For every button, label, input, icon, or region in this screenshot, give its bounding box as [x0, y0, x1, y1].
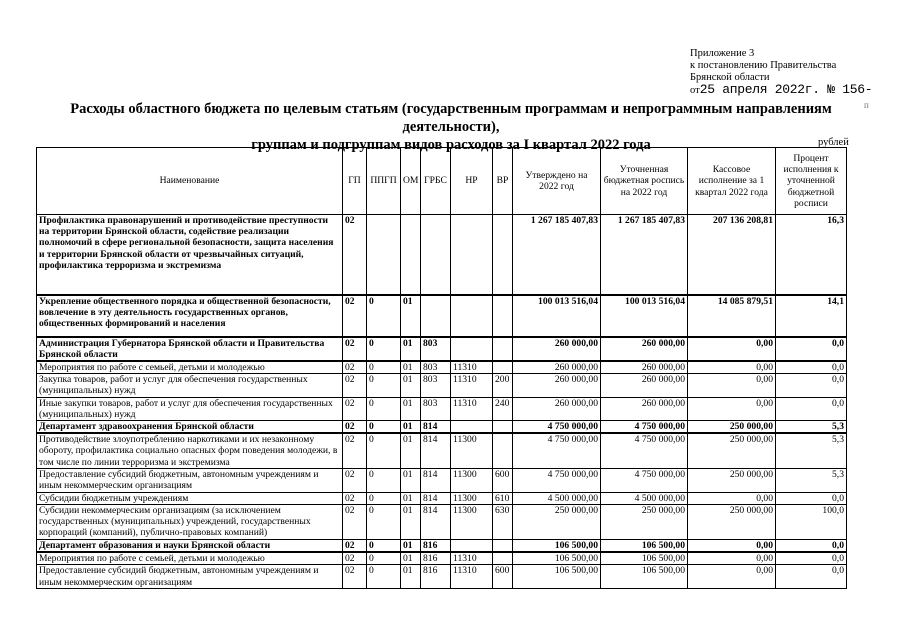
- cell-gp: 02: [343, 374, 367, 397]
- cell-approved: 4 500 000,00: [513, 492, 601, 504]
- cell-om: 01: [401, 552, 421, 565]
- cell-percent: 0,0: [776, 361, 847, 374]
- cell-grbs: 816: [421, 552, 451, 565]
- appendix-title: Приложение 3: [690, 48, 755, 59]
- cell-ppgp: 0: [367, 552, 401, 565]
- cell-np: [451, 337, 493, 361]
- cell-grbs: 803: [421, 337, 451, 361]
- cell-np: 11300: [451, 492, 493, 504]
- cell-vr: [493, 215, 513, 295]
- cell-gp: 02: [343, 539, 367, 552]
- cell-np: 11310: [451, 361, 493, 374]
- cell-cash: 0,00: [688, 539, 776, 552]
- cell-om: 01: [401, 468, 421, 492]
- cell-np: 11310: [451, 565, 493, 589]
- cell-name: Противодействие злоупотреблению наркотиками и их незаконному обороту, профилактика социально опасных форм поведения молодежи, в том числе по линии терроризма и экстремизма: [37, 433, 343, 468]
- cell-np: 11300: [451, 433, 493, 468]
- cell-grbs: 816: [421, 539, 451, 552]
- cell-refined: 250 000,00: [601, 504, 688, 539]
- cell-vr: [493, 295, 513, 337]
- cell-percent: 5,3: [776, 468, 847, 492]
- cell-name: Предоставление субсидий бюджетным, автономным учреждениям и иным некоммерческим организациям: [37, 565, 343, 589]
- cell-name: Субсидии бюджетным учреждениям: [37, 492, 343, 504]
- cell-cash: 250 000,00: [688, 420, 776, 433]
- cell-refined: 106 500,00: [601, 539, 688, 552]
- cell-name: Департамент здравоохранения Брянской области: [37, 420, 343, 433]
- cell-refined: 260 000,00: [601, 361, 688, 374]
- cell-om: 01: [401, 492, 421, 504]
- margin-mark: п: [864, 100, 869, 110]
- cell-gp: 02: [343, 397, 367, 420]
- cell-percent: 14,1: [776, 295, 847, 337]
- cell-approved: 4 750 000,00: [513, 433, 601, 468]
- cell-refined: 260 000,00: [601, 397, 688, 420]
- cell-name: Иные закупки товаров, работ и услуг для обеспечения государственных (муниципальных) нужд: [37, 397, 343, 420]
- cell-name: Профилактика правонарушений и противодействие преступности на территории Брянской области, содействие реализации полномочий в сфере региональной безопасности, защита населения и территории Брянской области от чрезвычайных ситуаций, профилактика терроризма и экстремизма: [37, 215, 343, 295]
- cell-gp: 02: [343, 504, 367, 539]
- cell-approved: 106 500,00: [513, 565, 601, 589]
- cell-cash: 0,00: [688, 361, 776, 374]
- header-vr: ВР: [493, 148, 513, 215]
- table-row: [37, 374, 847, 397]
- cell-refined: 4 750 000,00: [601, 433, 688, 468]
- appendix-date-prefix: от: [690, 85, 700, 96]
- cell-approved: 260 000,00: [513, 397, 601, 420]
- header-name: Наименование: [37, 148, 343, 215]
- cell-cash: 250 000,00: [688, 433, 776, 468]
- cell-vr: 610: [493, 492, 513, 504]
- header-grbs: ГРБС: [421, 148, 451, 215]
- cell-ppgp: 0: [367, 468, 401, 492]
- cell-approved: 100 013 516,04: [513, 295, 601, 337]
- cell-refined: 4 750 000,00: [601, 420, 688, 433]
- expenditure-table: [36, 147, 847, 589]
- cell-np: 11310: [451, 397, 493, 420]
- table-row: [37, 468, 847, 492]
- cell-ppgp: 0: [367, 397, 401, 420]
- cell-percent: 100,0: [776, 504, 847, 539]
- cell-grbs: 814: [421, 492, 451, 504]
- cell-approved: 4 750 000,00: [513, 420, 601, 433]
- cell-gp: 02: [343, 337, 367, 361]
- cell-name: Закупка товаров, работ и услуг для обеспечения государственных (муниципальных) нужд: [37, 374, 343, 397]
- cell-approved: 260 000,00: [513, 374, 601, 397]
- cell-cash: 250 000,00: [688, 468, 776, 492]
- cell-om: [401, 215, 421, 295]
- table-row: [37, 552, 847, 565]
- cell-om: 01: [401, 433, 421, 468]
- units-label: рублей: [818, 137, 849, 148]
- table-row: [37, 433, 847, 468]
- cell-vr: [493, 420, 513, 433]
- table-row: [37, 295, 847, 337]
- cell-percent: 0,0: [776, 539, 847, 552]
- cell-percent: 0,0: [776, 565, 847, 589]
- cell-approved: 106 500,00: [513, 539, 601, 552]
- cell-vr: 240: [493, 397, 513, 420]
- cell-om: 01: [401, 504, 421, 539]
- header-approved: Утверждено на 2022 год: [513, 148, 601, 215]
- header-gp: ГП: [343, 148, 367, 215]
- cell-percent: 16,3: [776, 215, 847, 295]
- header-ppgp: ППГП: [367, 148, 401, 215]
- cell-ppgp: 0: [367, 433, 401, 468]
- cell-ppgp: 0: [367, 361, 401, 374]
- cell-name: Администрация Губернатора Брянской области и Правительства Брянской области: [37, 337, 343, 361]
- cell-vr: [493, 337, 513, 361]
- header-np: НР: [451, 148, 493, 215]
- cell-grbs: 814: [421, 420, 451, 433]
- cell-vr: [493, 539, 513, 552]
- cell-ppgp: 0: [367, 504, 401, 539]
- table-row: [37, 539, 847, 552]
- cell-ppgp: 0: [367, 337, 401, 361]
- table-row: [37, 492, 847, 504]
- cell-name: Мероприятия по работе с семьей, детьми и молодежью: [37, 552, 343, 565]
- cell-ppgp: 0: [367, 492, 401, 504]
- cell-np: 11300: [451, 504, 493, 539]
- cell-ppgp: [367, 215, 401, 295]
- cell-cash: 0,00: [688, 492, 776, 504]
- cell-grbs: 814: [421, 504, 451, 539]
- cell-vr: 600: [493, 468, 513, 492]
- cell-approved: 260 000,00: [513, 361, 601, 374]
- header-refined: Уточненная бюджетная роспись на 2022 год: [601, 148, 688, 215]
- cell-name: Субсидии некоммерческим организациям (за исключением государственных (муниципальных) учреждений, государственных корпораций (компаний), публично-правовых компаний): [37, 504, 343, 539]
- cell-vr: [493, 361, 513, 374]
- cell-grbs: 803: [421, 374, 451, 397]
- cell-approved: 250 000,00: [513, 504, 601, 539]
- cell-gp: 02: [343, 565, 367, 589]
- document-title: [20, 100, 882, 154]
- cell-np: 11310: [451, 552, 493, 565]
- cell-refined: 4 750 000,00: [601, 468, 688, 492]
- cell-grbs: [421, 215, 451, 295]
- cell-cash: 0,00: [688, 397, 776, 420]
- header-om: ОМ: [401, 148, 421, 215]
- cell-refined: 260 000,00: [601, 374, 688, 397]
- table-row: [37, 397, 847, 420]
- cell-gp: 02: [343, 215, 367, 295]
- table-header-row: [37, 148, 847, 215]
- cell-grbs: 814: [421, 433, 451, 468]
- cell-grbs: [421, 295, 451, 337]
- cell-om: 01: [401, 295, 421, 337]
- cell-cash: 250 000,00: [688, 504, 776, 539]
- cell-vr: 630: [493, 504, 513, 539]
- header-percent: Процент исполнения к уточненной бюджетной росписи: [776, 148, 847, 215]
- appendix-header: [690, 48, 890, 97]
- cell-gp: 02: [343, 295, 367, 337]
- cell-percent: 5,3: [776, 420, 847, 433]
- cell-cash: 14 085 879,51: [688, 295, 776, 337]
- cell-percent: 0,0: [776, 374, 847, 397]
- cell-vr: 200: [493, 374, 513, 397]
- cell-np: [451, 539, 493, 552]
- cell-grbs: 803: [421, 361, 451, 374]
- cell-name: Департамент образования и науки Брянской области: [37, 539, 343, 552]
- title-line-1: Расходы областного бюджета по целевым статьям (государственным программам и непрограммным направлениям деятельности),: [70, 101, 832, 135]
- cell-cash: 207 136 208,81: [688, 215, 776, 295]
- cell-gp: 02: [343, 552, 367, 565]
- cell-refined: 4 500 000,00: [601, 492, 688, 504]
- cell-grbs: 816: [421, 565, 451, 589]
- cell-np: 11300: [451, 468, 493, 492]
- cell-refined: 106 500,00: [601, 552, 688, 565]
- cell-om: 01: [401, 374, 421, 397]
- cell-ppgp: 0: [367, 295, 401, 337]
- cell-approved: 260 000,00: [513, 337, 601, 361]
- cell-cash: 0,00: [688, 552, 776, 565]
- cell-ppgp: 0: [367, 374, 401, 397]
- cell-ppgp: 0: [367, 565, 401, 589]
- cell-vr: [493, 552, 513, 565]
- cell-grbs: 814: [421, 468, 451, 492]
- cell-percent: 0,0: [776, 337, 847, 361]
- header-cash: Кассовое исполнение за 1 квартал 2022 года: [688, 148, 776, 215]
- table-row: [37, 565, 847, 589]
- title-line-2: группам и подгруппам видов расходов за I квартал 2022 года: [251, 137, 651, 153]
- cell-cash: 0,00: [688, 374, 776, 397]
- cell-om: 01: [401, 361, 421, 374]
- table-row: [37, 420, 847, 433]
- cell-name: Мероприятия по работе с семьей, детьми и молодежью: [37, 361, 343, 374]
- cell-percent: 0,0: [776, 492, 847, 504]
- table-row: [37, 215, 847, 295]
- cell-refined: 106 500,00: [601, 565, 688, 589]
- table-row: [37, 504, 847, 539]
- cell-grbs: 803: [421, 397, 451, 420]
- appendix-date-line: [690, 84, 890, 97]
- cell-np: [451, 420, 493, 433]
- cell-om: 01: [401, 420, 421, 433]
- cell-ppgp: 0: [367, 539, 401, 552]
- cell-om: 01: [401, 337, 421, 361]
- cell-refined: 260 000,00: [601, 337, 688, 361]
- appendix-line-resolution: к постановлению Правительства: [690, 60, 837, 71]
- cell-approved: 4 750 000,00: [513, 468, 601, 492]
- cell-np: [451, 295, 493, 337]
- cell-np: 11310: [451, 374, 493, 397]
- cell-approved: 1 267 185 407,83: [513, 215, 601, 295]
- cell-gp: 02: [343, 433, 367, 468]
- cell-cash: 0,00: [688, 565, 776, 589]
- cell-gp: 02: [343, 492, 367, 504]
- appendix-date-stamp: 25 апреля 2022г. № 156-: [699, 82, 873, 97]
- cell-approved: 106 500,00: [513, 552, 601, 565]
- table-row: [37, 361, 847, 374]
- cell-om: 01: [401, 539, 421, 552]
- cell-gp: 02: [343, 420, 367, 433]
- cell-name: Укрепление общественного порядка и общественной безопасности, вовлечение в эту деятельность государственных органов, общественных формирований и населения: [37, 295, 343, 337]
- table-row: [37, 337, 847, 361]
- cell-cash: 0,00: [688, 337, 776, 361]
- cell-om: 01: [401, 397, 421, 420]
- cell-ppgp: 0: [367, 420, 401, 433]
- cell-gp: 02: [343, 361, 367, 374]
- table-body: [37, 215, 847, 589]
- cell-name: Предоставление субсидий бюджетным, автономным учреждениям и иным некоммерческим организациям: [37, 468, 343, 492]
- cell-np: [451, 215, 493, 295]
- cell-percent: 5,3: [776, 433, 847, 468]
- cell-gp: 02: [343, 468, 367, 492]
- cell-om: 01: [401, 565, 421, 589]
- appendix-line-region: Брянской области: [690, 72, 770, 83]
- cell-refined: 1 267 185 407,83: [601, 215, 688, 295]
- cell-percent: 0,0: [776, 552, 847, 565]
- cell-refined: 100 013 516,04: [601, 295, 688, 337]
- cell-vr: 600: [493, 565, 513, 589]
- cell-percent: 0,0: [776, 397, 847, 420]
- cell-vr: [493, 433, 513, 468]
